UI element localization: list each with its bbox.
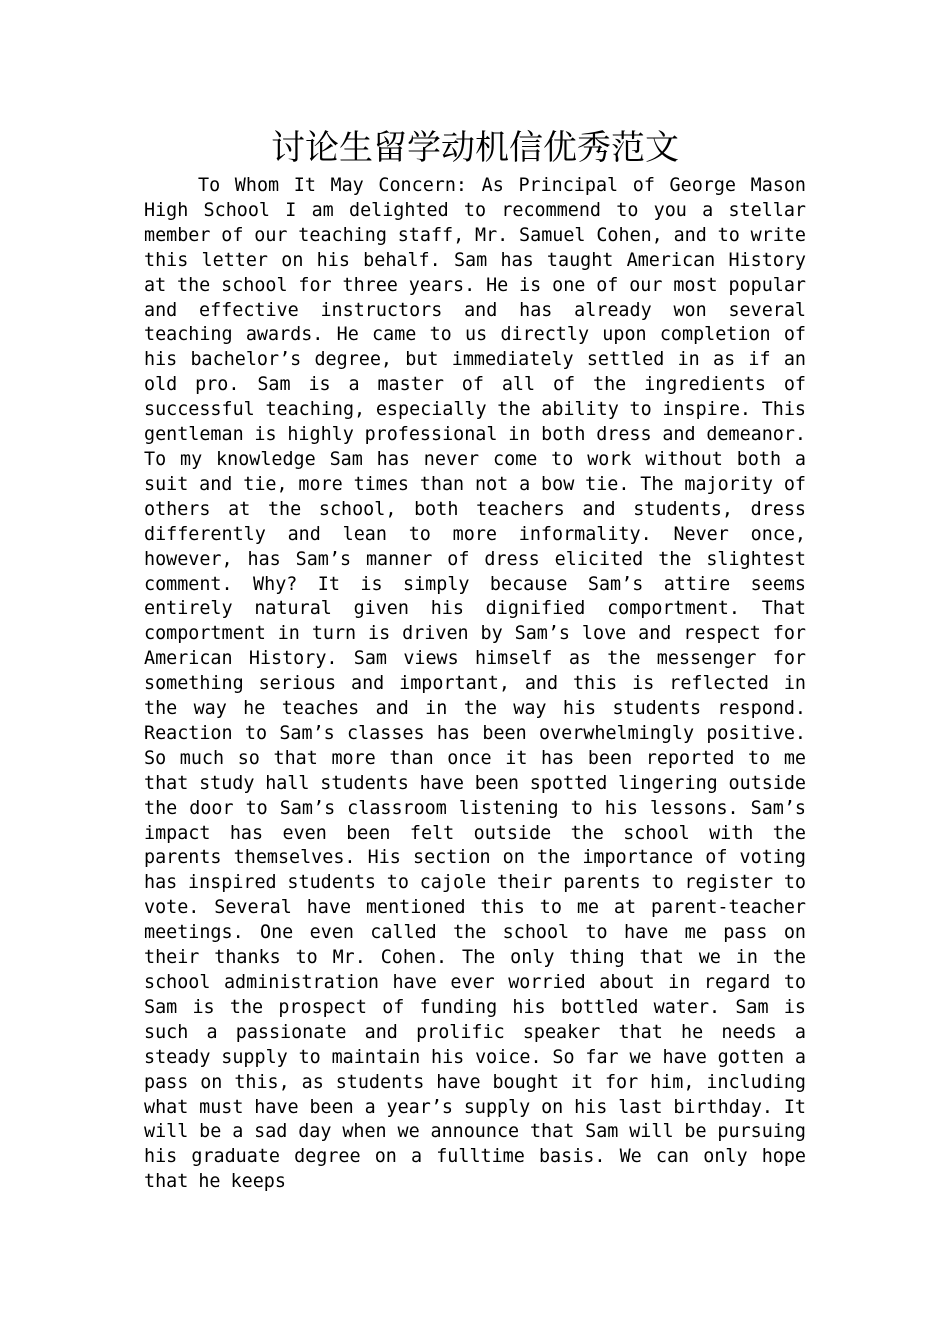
document-title: 讨论生留学动机信优秀范文 [271, 128, 679, 168]
letter-body: To Whom It May Concern: As Principal of George Mason High School I am delighted to recommend to you a stellar member of our teaching staff, Mr. Samuel Cohen, and to write this letter on his behalf. Sam has taught American History at the school for three years. He is one of our most popular and effective instructors and has already won several teaching awards. He came to us directly upon completion of his bachelor’s degree, but immediately settled in as if an old pro. Sam is a master of all of the ingredients of successful teaching, especially the ability to inspire. This gentleman is highly professional in both dress and demeanor. To my knowledge Sam has never come to work without both a suit and tie, more times than not a bow tie. The majority of others at the school, both teachers and students, dress differently and lean to more informality. Never once, however, has Sam’s manner of dress elicited the slightest comment. Why? It is simply because Sam’s attire seems entirely natural given his dignified comportment. That comportment in turn is driven by Sam’s love and respect for American History. Sam views himself as the messenger for something serious and important, and this is reflected in the way he teaches and in the way his students respond. Reaction to Sam’s classes has been overwhelmingly positive. So much so that more than once it has been reported to me that study hall students have been spotted lingering outside the door to Sam’s classroom listening to his lessons. Sam’s impact has even been felt outside the school with the parents themselves. His section on the importance of voting has inspired students to cajole their parents to register to vote. Several have mentioned this to me at parent-teacher meetings. One even called the school to have me pass on their thanks to Mr. Cohen. The only thing that we in the school administration have ever worried about in regard to Sam is the prospect of funding his bottled water. Sam is such a passionate and prolific speaker that he needs a steady supply to maintain his voice. So far we have gotten a pass on this, as students have bought it for him, including what must have been a year’s supply on his last birthday. It will be a sad day when we announce that Sam will be pursuing his graduate degree on a fulltime basis. We can only hope that he keeps [144, 175, 806, 1193]
